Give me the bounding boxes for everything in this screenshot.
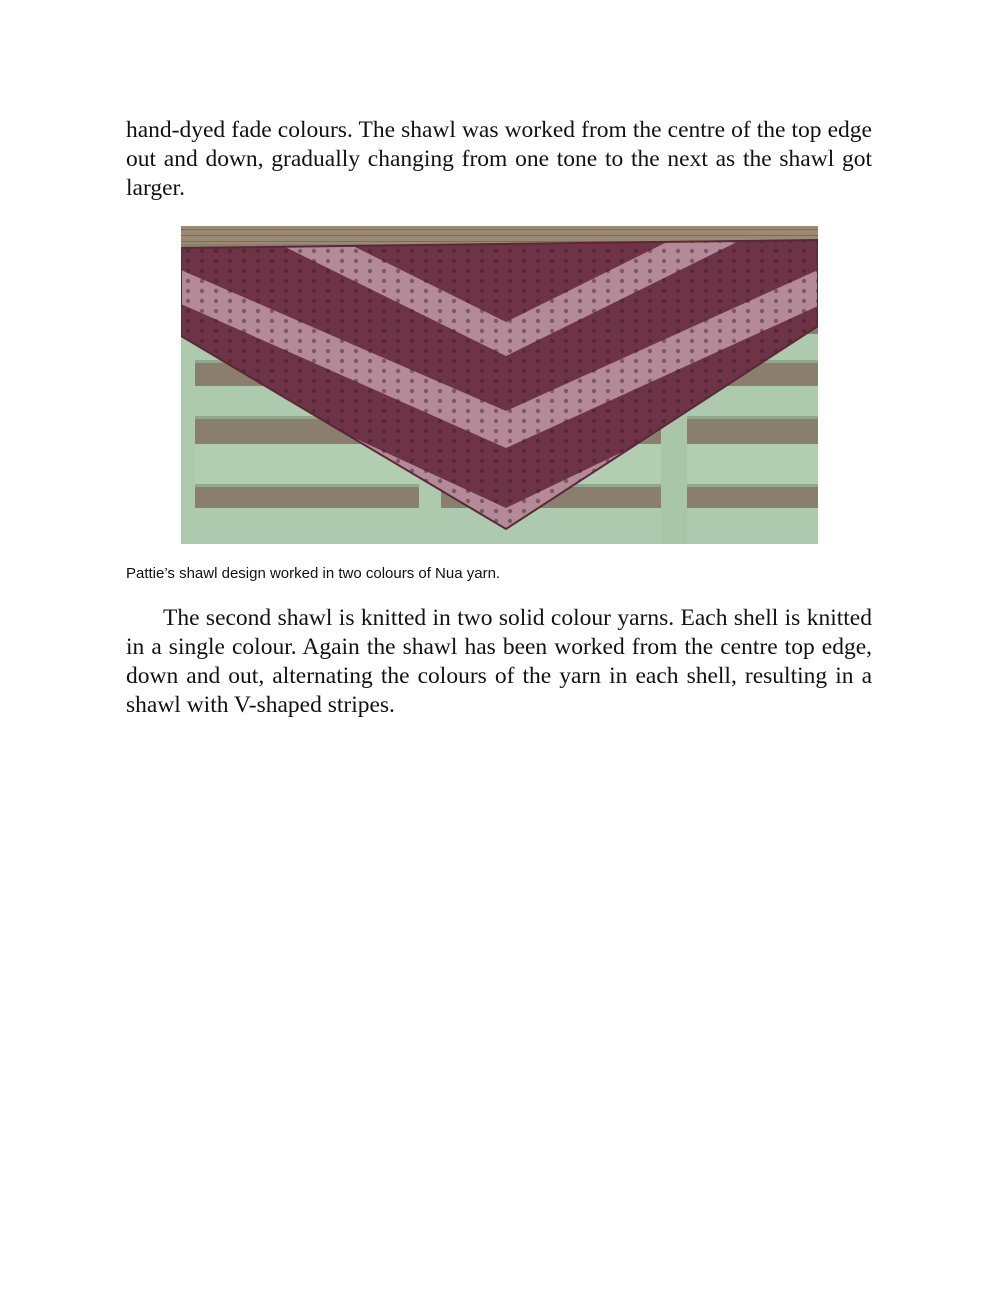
body-paragraph-2: The second shawl is knitted in two solid colour yarns. Each shell is knitted in a single colour. Again the shawl has been worked from the centre top edge, down and out, alternating the colours of the yarn in each shell, resulting in a shawl with V-shaped stripes. [126, 605, 872, 718]
body-paragraph-1: hand-dyed fade colours. The shawl was worked from the centre of the top edge out and down, gradually changing from one tone to the next as the shawl got larger. [126, 117, 872, 201]
shawl-photo-illustration [181, 226, 818, 544]
figure-caption: Pattie’s shawl design worked in two colours of Nua yarn. [126, 565, 501, 582]
shawl-photo [181, 226, 818, 544]
